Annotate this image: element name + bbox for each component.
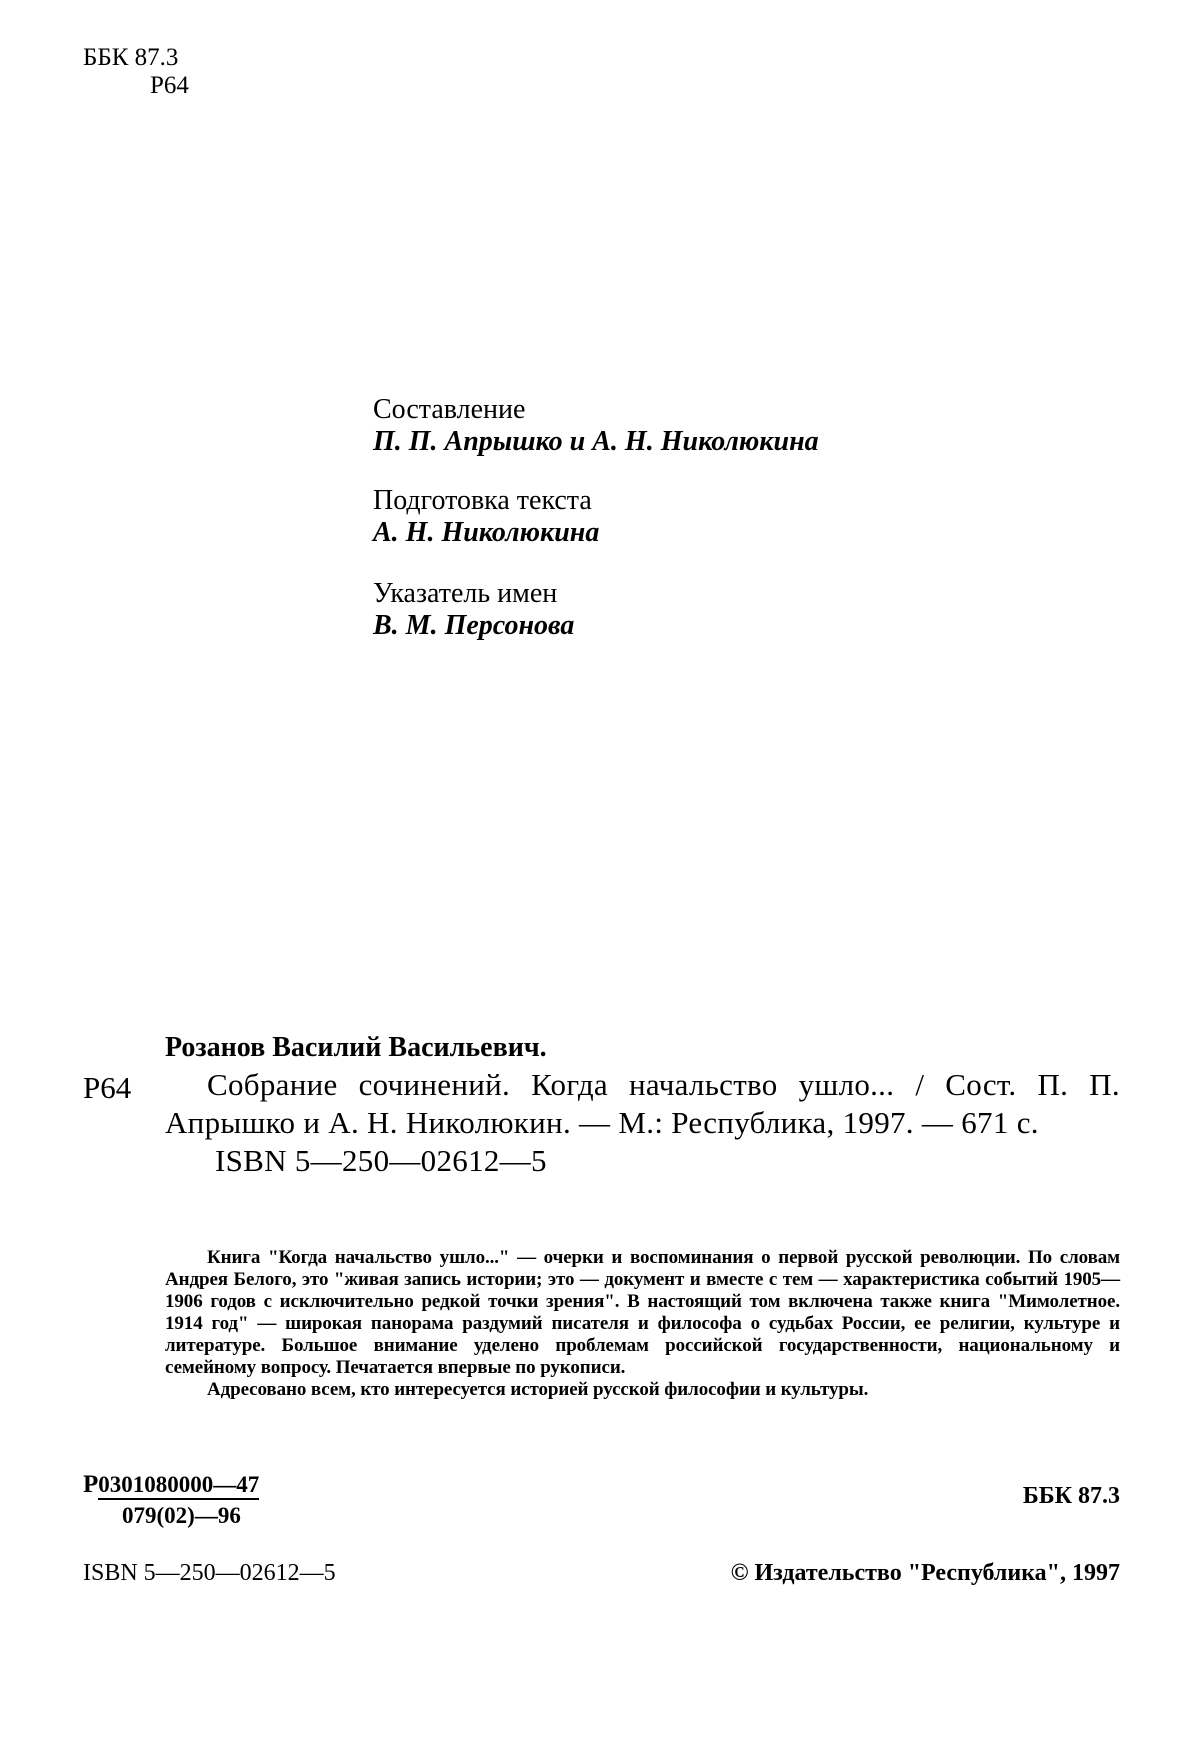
bbk-classification-top bbox=[83, 44, 189, 100]
catalog-cipher: Р64 bbox=[83, 1070, 132, 1105]
credit-name: А. Н. Николюкина bbox=[373, 517, 600, 548]
author-cipher-top: Р64 bbox=[150, 72, 189, 99]
credit-text-preparation bbox=[373, 485, 599, 549]
annotation-paragraph: Книга "Когда начальство ушло..." — очерки и воспоминания о первой русской революции. По словам Андрея Белого, это "живая запись истории; это — документ и вместе с тем — характеристика событий 1905—1906 годов с исключительно редкой точки зрения". В настоящий том включена также книга "Мимолетное. 1914 год" — широкая панорама раздумий писателя и философа о судьбах России, ее религии, культуре и литературе. Большое внимание уделено проблемам российской государственности, национальному и семейному вопросу. Печатается впервые по рукописи. bbox=[165, 1247, 1120, 1378]
code-denominator: 079(02)—96 bbox=[122, 1503, 241, 1528]
credit-compilation bbox=[373, 394, 819, 458]
catalog-description-text: Собрание сочинений. Когда начальство ушло... / Сост. П. П. Апрышко и А. Н. Николюкин. — М.: Республика, 1997. — 671 с. bbox=[165, 1067, 1120, 1140]
annotation-paragraph: Адресовано всем, кто интересуется историей русской философии и культуры. bbox=[207, 1379, 869, 1400]
copyright-notice: © Издательство "Республика", 1997 bbox=[730, 1560, 1120, 1586]
credit-name: В. М. Персонова bbox=[373, 610, 575, 641]
bbk-classification-bottom: ББК 87.3 bbox=[1022, 1483, 1120, 1509]
bbk-label: ББК 87.3 bbox=[83, 44, 179, 71]
isbn-footer: ISBN 5—250—02612—5 bbox=[83, 1560, 336, 1586]
catalog-author: Розанов Василий Васильевич. bbox=[165, 1032, 547, 1063]
credit-role: Составление bbox=[373, 394, 526, 425]
credit-name-index bbox=[373, 578, 574, 642]
credit-name: П. П. Апрышко и А. Н. Николюкина bbox=[373, 426, 819, 457]
credit-role: Указатель имен bbox=[373, 578, 558, 609]
annotation bbox=[165, 1247, 1120, 1401]
publication-code bbox=[83, 1471, 259, 1529]
code-numerator: 0301080000—47 bbox=[98, 1472, 259, 1500]
code-letter: Р bbox=[83, 1471, 99, 1498]
catalog-isbn: ISBN 5—250—02612—5 bbox=[215, 1143, 547, 1178]
catalog-description bbox=[165, 1066, 1120, 1180]
credit-role: Подготовка текста bbox=[373, 485, 592, 516]
